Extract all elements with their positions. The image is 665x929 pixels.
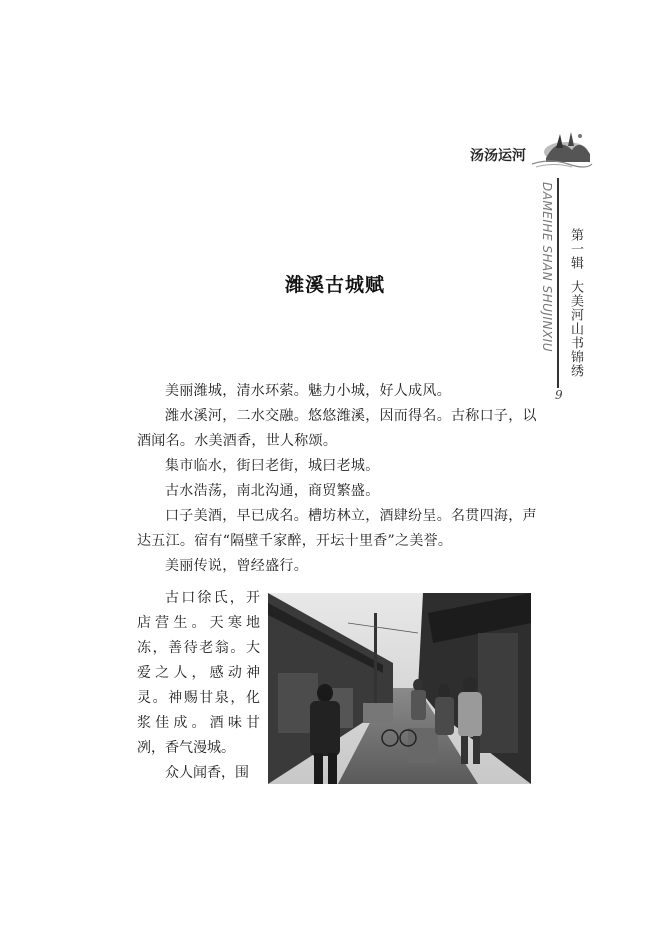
- old-street-market-photo: [268, 593, 531, 784]
- page-number: 9: [555, 388, 563, 402]
- series-title-english: DAMEIHE SHAN SHUJINXIU: [540, 182, 554, 353]
- section-title: 汤汤运河: [470, 148, 526, 164]
- paragraph: 集市临水，街曰老街，城曰老城。: [165, 458, 380, 474]
- paragraph: 众人闻香，围: [165, 765, 249, 781]
- article-body: [137, 379, 547, 579]
- ink-landscape-ornament: [528, 128, 593, 170]
- paragraph: 古口徐氏，开店营生。天寒地冻，善待老翁。大爱之人，感动神灵。神赐甘泉，化浆佳成。酒味甘冽，香气漫城。: [137, 590, 260, 756]
- paragraph: 美丽传说，曾经盛行。: [165, 558, 308, 574]
- series-name-label: 大美河山书锦绣: [568, 280, 583, 378]
- paragraph: 美丽潍城，清水环萦。魅力小城，好人成风。: [165, 383, 451, 399]
- header-vertical-rule: [557, 178, 559, 388]
- paragraph: 古水浩荡，南北沟通，商贸繁盛。: [165, 483, 380, 499]
- paragraph: 潍水溪河，二水交融。悠悠潍溪，因而得名。古称口子，以酒闻名。水美酒香，世人称颂。: [137, 408, 537, 449]
- series-volume-label: 第一辑: [568, 228, 583, 270]
- article-title: 潍溪古城赋: [284, 274, 385, 296]
- article-side-column: [137, 586, 260, 786]
- paragraph: 口子美酒，早已成名。槽坊林立，酒肆纷呈。名贯四海，声达五江。宿有“隔壁千家醉，开坛十里香”之美誉。: [137, 508, 537, 549]
- series-title-chinese: [566, 228, 585, 378]
